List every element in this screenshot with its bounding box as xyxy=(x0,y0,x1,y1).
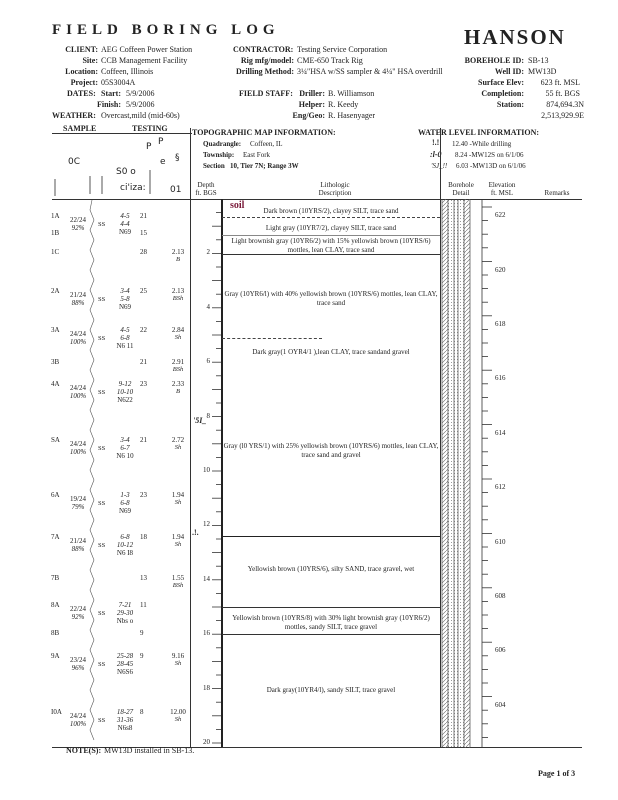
sample-qu: 2.13 xyxy=(171,248,185,256)
sample-pct: 100% xyxy=(69,448,87,456)
sample-moist: 23 xyxy=(140,380,147,388)
sample-id: 9A xyxy=(51,652,60,660)
sample-qu: 12.00 xyxy=(170,708,186,716)
sample-blows2: 10-12 xyxy=(116,541,134,549)
sample-type: SS xyxy=(98,542,106,549)
start-value: 5/9/2006 xyxy=(126,89,155,98)
helper-label: Helper: xyxy=(298,100,325,109)
sample-blows2: 28-45 xyxy=(116,660,134,668)
sample-blows1: 3-4 xyxy=(120,436,130,444)
borehole-subheader: Detail xyxy=(452,189,470,197)
elevation-label: 618 xyxy=(495,320,506,328)
dates-label: DATES: xyxy=(67,89,96,98)
sample-rec: 21/24 xyxy=(70,537,86,545)
litho-desc: Light brownish gray (10YR6/2) with 15% yellowish brown (10YRS/6) mottles, lean CLAY, trace sand xyxy=(231,237,431,254)
start-label: Start: xyxy=(101,89,121,98)
water-line-2: 8.24 -MW12S on 6/1/06 xyxy=(455,151,524,159)
sample-moist: 28 xyxy=(140,248,147,256)
sample-moist: 23 xyxy=(140,491,147,499)
sample-qu: 2.84 xyxy=(171,326,185,334)
note-label: NOTE(S): xyxy=(66,746,102,755)
elevation-label: 608 xyxy=(495,592,506,600)
svg-text:§: § xyxy=(175,153,180,163)
sample-rec: 19/24 xyxy=(70,495,86,503)
depth-label: 12 xyxy=(203,520,210,529)
sample-blows2: 5-8 xyxy=(120,295,130,303)
margin-mark-1: '5I_ xyxy=(193,416,207,425)
sample-qu_unit: BSh xyxy=(172,295,184,302)
topo-heading: TOPOGRAPHIC MAP INFORMATION: xyxy=(192,128,336,137)
section-value: 10, Tier 7N; Range 3W xyxy=(230,162,299,170)
remarks-header: Remarks xyxy=(544,189,570,197)
sample-rec: 24/24 xyxy=(70,330,86,338)
sample-qu_unit: Sh xyxy=(174,660,182,667)
sample-qu_unit: Sh xyxy=(174,499,182,506)
sample-n: N622 xyxy=(117,396,133,404)
water-line-1: 12.40 -While drilling xyxy=(452,140,512,148)
sample-id: 1A xyxy=(51,212,60,220)
sample-n: N6 10 xyxy=(116,452,134,460)
sample-blows1: 9-12 xyxy=(118,380,132,388)
well-id-value: MW13D xyxy=(528,67,557,76)
sample-qu: 2.13 xyxy=(171,287,185,295)
sample-moist: 18 xyxy=(140,533,147,541)
depth-label: 20 xyxy=(203,738,210,746)
sample-id: 4A xyxy=(51,380,60,388)
sample-pct: 88% xyxy=(71,545,85,553)
depth-scale xyxy=(200,199,224,751)
sample-n: N69 xyxy=(118,507,132,515)
sample-qu_unit: Sh xyxy=(174,716,182,723)
township-value: East Fork xyxy=(243,151,271,159)
sample-qu_unit: BSh xyxy=(172,366,184,373)
sample-blows1: 1-3 xyxy=(120,491,130,499)
sample-pct: 79% xyxy=(71,503,85,511)
sample-pct: 88% xyxy=(71,299,85,307)
sample-type: SS xyxy=(98,221,106,228)
sample-type: SS xyxy=(98,445,106,452)
sample-pct: 96% xyxy=(71,664,85,672)
page-number: Page 1 of 3 xyxy=(538,769,576,778)
sample-moist: 13 xyxy=(140,574,147,582)
sample-rec: 23/24 xyxy=(70,656,86,664)
depth-label: 16 xyxy=(203,629,210,638)
note-value: MW13D installed in SB-13. xyxy=(104,746,195,755)
borehole-id-value: SB-13 xyxy=(528,56,549,65)
sample-qu: 2.72 xyxy=(171,436,185,444)
sample-pct: 100% xyxy=(69,392,87,400)
water-mark-2: :l-0 xyxy=(430,150,442,159)
sample-type: SS xyxy=(98,661,106,668)
margin-mark-2: .!. xyxy=(192,528,199,537)
contractor-label: CONTRACTOR: xyxy=(233,45,294,54)
sample-pct: 100% xyxy=(69,338,87,346)
svg-text:e: e xyxy=(160,157,166,167)
sample-moist: 9 xyxy=(140,652,144,660)
sample-blows1: 7-21 xyxy=(118,601,132,609)
elevation-label: 622 xyxy=(495,211,506,220)
method-value: 3¼"HSA w/SS sampler & 4¼" HSA overdrill xyxy=(297,67,443,76)
svg-text:ci'iza:: ci'iza: xyxy=(120,183,146,193)
borehole-header: Borehole xyxy=(448,181,474,189)
sample-qu: 2.91 xyxy=(171,358,185,366)
completion-label: Completion: xyxy=(481,89,524,98)
elevation-label: 606 xyxy=(495,646,506,655)
sample-moist: 15 xyxy=(140,229,147,237)
sample-blows1: 6-8 xyxy=(120,533,130,541)
sample-qu_unit: Sh xyxy=(174,334,182,341)
sample-blows2: 31-36 xyxy=(116,716,134,724)
depth-label: 18 xyxy=(203,683,210,692)
location-value: Coffeen, Illinois xyxy=(101,67,154,76)
sample-type: SS xyxy=(98,296,106,303)
sample-moist: 11 xyxy=(140,601,147,609)
depth-label: 2 xyxy=(206,248,210,257)
sample-id: 7A xyxy=(51,533,60,541)
sample-moist: 21 xyxy=(140,436,147,444)
sample-moist: 9 xyxy=(140,629,144,637)
rig-value: CME-650 Track Rig xyxy=(297,56,363,65)
elevation-label: 604 xyxy=(495,700,506,709)
rotated-header-scribbles xyxy=(50,134,200,198)
sample-blows2: 10-10 xyxy=(116,388,134,396)
sample-moist: 25 xyxy=(140,287,147,295)
station-east: 2,513,929.9E xyxy=(541,111,584,120)
svg-text:P: P xyxy=(146,142,152,152)
station-label: Station: xyxy=(496,100,524,109)
sample-n: N6S6 xyxy=(117,668,133,676)
driller-label: Driller: xyxy=(299,89,325,98)
sample-qu: 1.94 xyxy=(171,533,185,541)
sample-blows1: 25-28 xyxy=(116,652,134,660)
weather-label: WEATHER: xyxy=(52,111,96,120)
driller-value: B. Williamson xyxy=(328,89,375,98)
sample-blows1: 18-27 xyxy=(116,708,134,716)
sample-type: SS xyxy=(98,717,106,724)
sample-pct: 92% xyxy=(71,224,85,232)
sample-moist: 8 xyxy=(140,708,144,716)
completion-value: 55 ft. BGS xyxy=(545,89,580,98)
well-id-label: Well ID: xyxy=(494,67,524,76)
litho-desc: Dark gray(10YR4/l), sandy SILT, trace gravel xyxy=(266,686,396,694)
depth-unit-header: ft. BGS xyxy=(195,189,217,197)
sample-rec: 21/24 xyxy=(70,291,86,299)
depth-label: 4 xyxy=(206,302,210,311)
contractor-value: Testing Service Corporation xyxy=(297,45,388,54)
sample-zigzag xyxy=(88,200,96,746)
sample-id: 6A xyxy=(51,491,60,499)
depth-label: 10 xyxy=(203,466,210,474)
sample-id: 3A xyxy=(51,326,60,334)
geo-value: R. Hasenyager xyxy=(328,111,376,120)
sample-qu: 2.33 xyxy=(171,380,185,388)
quad-label: Quadrangle: xyxy=(203,140,242,148)
annulus-right xyxy=(464,199,470,748)
soil-stamp: soil xyxy=(230,200,245,211)
client-label: CLIENT: xyxy=(65,45,98,54)
project-label: Project: xyxy=(70,78,98,87)
elevation-label: 616 xyxy=(495,374,506,383)
finish-label: Finish: xyxy=(97,100,122,109)
sample-id: 1C xyxy=(51,248,60,256)
svg-text:S0 o: S0 o xyxy=(116,167,136,177)
sample-qu_unit: BSh xyxy=(172,582,184,589)
sample-rec: 22/24 xyxy=(70,216,86,224)
sample-n: N6s8 xyxy=(117,724,133,732)
sample-qu_unit: Sh xyxy=(174,541,182,548)
litho-desc: Gray (l0 YRS/1) with 25% yellowish brown (10YRS/6) mottles, lean CLAY, trace sand and gravel xyxy=(223,442,439,459)
water-heading: WATER LEVEL INFORMATION: xyxy=(418,128,540,137)
surface-elev-value: 623 ft. MSL xyxy=(540,78,580,87)
sample-moist: 21 xyxy=(140,212,147,220)
water-line-3: 6.03 -MW13D on 6/1/06 xyxy=(456,162,526,170)
sample-heading: SAMPLE xyxy=(63,124,97,133)
township-label: Township: xyxy=(203,151,235,159)
sample-id: SA xyxy=(51,436,60,444)
depth-label: 8 xyxy=(206,411,210,420)
sample-n: N6 I8 xyxy=(116,549,134,557)
sample-qu: 1.94 xyxy=(171,491,185,499)
sample-moist: 21 xyxy=(140,358,147,366)
rig-label: Rig mfg/model: xyxy=(240,56,294,65)
company-logo: HANSON xyxy=(464,25,566,49)
geo-label: Eng/Geo: xyxy=(292,111,325,120)
sample-type: SS xyxy=(98,500,106,507)
water-mark-3: 'SJ_!! xyxy=(431,162,448,170)
sample-blows2: 6-8 xyxy=(120,499,130,507)
testing-heading: TESTING xyxy=(132,124,168,133)
sample-qu_unit: B xyxy=(176,388,180,395)
client-value: AEG Coffeen Power Station xyxy=(101,45,193,54)
litho-desc: Gray (10YR6/l) with 40% yellowish brown (10YRS/6) mottles, lean CLAY, trace sand xyxy=(224,290,438,307)
weather-value: Overcast,mild (mid-60s) xyxy=(101,111,180,120)
sample-rec: 24/24 xyxy=(70,440,86,448)
site-label: Site: xyxy=(82,56,98,65)
sample-blows2: 29-30 xyxy=(116,609,134,617)
elevation-subheader: ft. MSL xyxy=(490,189,514,197)
sample-blows1: 4-5 xyxy=(120,212,130,220)
surface-elev-label: Surface Elev: xyxy=(478,78,524,87)
casing-fill xyxy=(448,199,464,748)
site-value: CCB Management Facility xyxy=(101,56,188,65)
sample-rec: 24/24 xyxy=(70,712,86,720)
water-mark-1: !.! xyxy=(432,138,440,147)
field-staff-label: FIELD STAFF: xyxy=(239,89,293,98)
finish-value: 5/9/2006 xyxy=(126,100,155,109)
litho-desc: Yellowish brown (10YRS/8) with 30% light brownish gray (10YR6/2) mottles, sandy SILT, trace gravel xyxy=(232,614,430,631)
sample-n: N6 11 xyxy=(116,342,134,350)
litho-desc: Light gray (10YR7/2), clayey SILT, trace sand xyxy=(265,224,397,232)
sample-blows2: 6-8 xyxy=(120,334,130,342)
elevation-label: 612 xyxy=(495,483,506,492)
sample-blows1: 3-4 xyxy=(120,287,130,295)
borehole-diagram xyxy=(438,199,498,748)
helper-value: R. Keedy xyxy=(328,100,359,109)
svg-text:01: 01 xyxy=(170,185,182,195)
svg-text:P: P xyxy=(158,137,164,147)
sample-n: N69 xyxy=(118,228,132,236)
litho-subheader: Description xyxy=(318,189,352,197)
method-label: Drilling Method: xyxy=(236,67,294,76)
elevation-header: Elevation xyxy=(488,181,516,189)
sample-id: 1B xyxy=(51,229,60,237)
sample-type: SS xyxy=(98,610,106,617)
sample-id: 3B xyxy=(51,358,60,366)
svg-text:0C: 0C xyxy=(68,157,81,167)
sample-id: 2A xyxy=(51,287,60,295)
project-value: 05S3004A xyxy=(101,78,136,87)
sample-type: SS xyxy=(98,335,106,342)
sample-blows2: 6-7 xyxy=(120,444,130,452)
section-label: Section xyxy=(203,162,225,170)
sample-id: 7B xyxy=(51,574,60,582)
sample-id: 8B xyxy=(51,629,60,637)
sample-blows2: 4-4 xyxy=(120,220,130,228)
sample-rec: 22/24 xyxy=(70,605,86,613)
sample-qu: 9.16 xyxy=(171,652,185,660)
litho-desc: Dark brown (10YRS/2), clayey SILT, trace sand xyxy=(263,207,399,215)
depth-label: 6 xyxy=(206,357,210,366)
elevation-label: 610 xyxy=(495,537,506,546)
location-label: Location: xyxy=(65,67,98,76)
sample-qu: 1.55 xyxy=(171,574,185,582)
sample-n: Nbs o xyxy=(116,617,134,625)
sample-qu_unit: B xyxy=(176,256,180,263)
depth-label: 14 xyxy=(203,574,210,583)
depth-header: Depth xyxy=(197,181,215,189)
litho-desc: Dark gray(1 OYR4/1 ),lean CLAY, trace sandand gravel xyxy=(252,348,410,356)
elevation-label: 620 xyxy=(495,265,506,274)
annulus-left xyxy=(442,199,448,748)
elevation-label: 614 xyxy=(495,428,506,437)
sample-qu_unit: Sh xyxy=(174,444,182,451)
sample-moist: 22 xyxy=(140,326,147,334)
litho-desc: Yellowish brown (10YRS/6), silty SAND, trace gravel, wet xyxy=(247,565,415,573)
sample-n: N69 xyxy=(118,303,132,311)
log-title: FIELD BORING LOG xyxy=(52,22,280,38)
sample-pct: 100% xyxy=(69,720,87,728)
sample-id: I0A xyxy=(51,708,62,716)
quad-value: Coffeen, IL xyxy=(250,140,283,148)
litho-header: Lithologic xyxy=(320,181,350,189)
sample-id: 8A xyxy=(51,601,60,609)
station-north: 874,694.3N xyxy=(546,100,584,109)
sample-rec: 24/24 xyxy=(70,384,86,392)
sample-type: SS xyxy=(98,389,106,396)
borehole-id-label: BOREHOLE ID: xyxy=(464,56,524,65)
sample-pct: 92% xyxy=(71,613,85,621)
sample-blows1: 4-5 xyxy=(120,326,130,334)
